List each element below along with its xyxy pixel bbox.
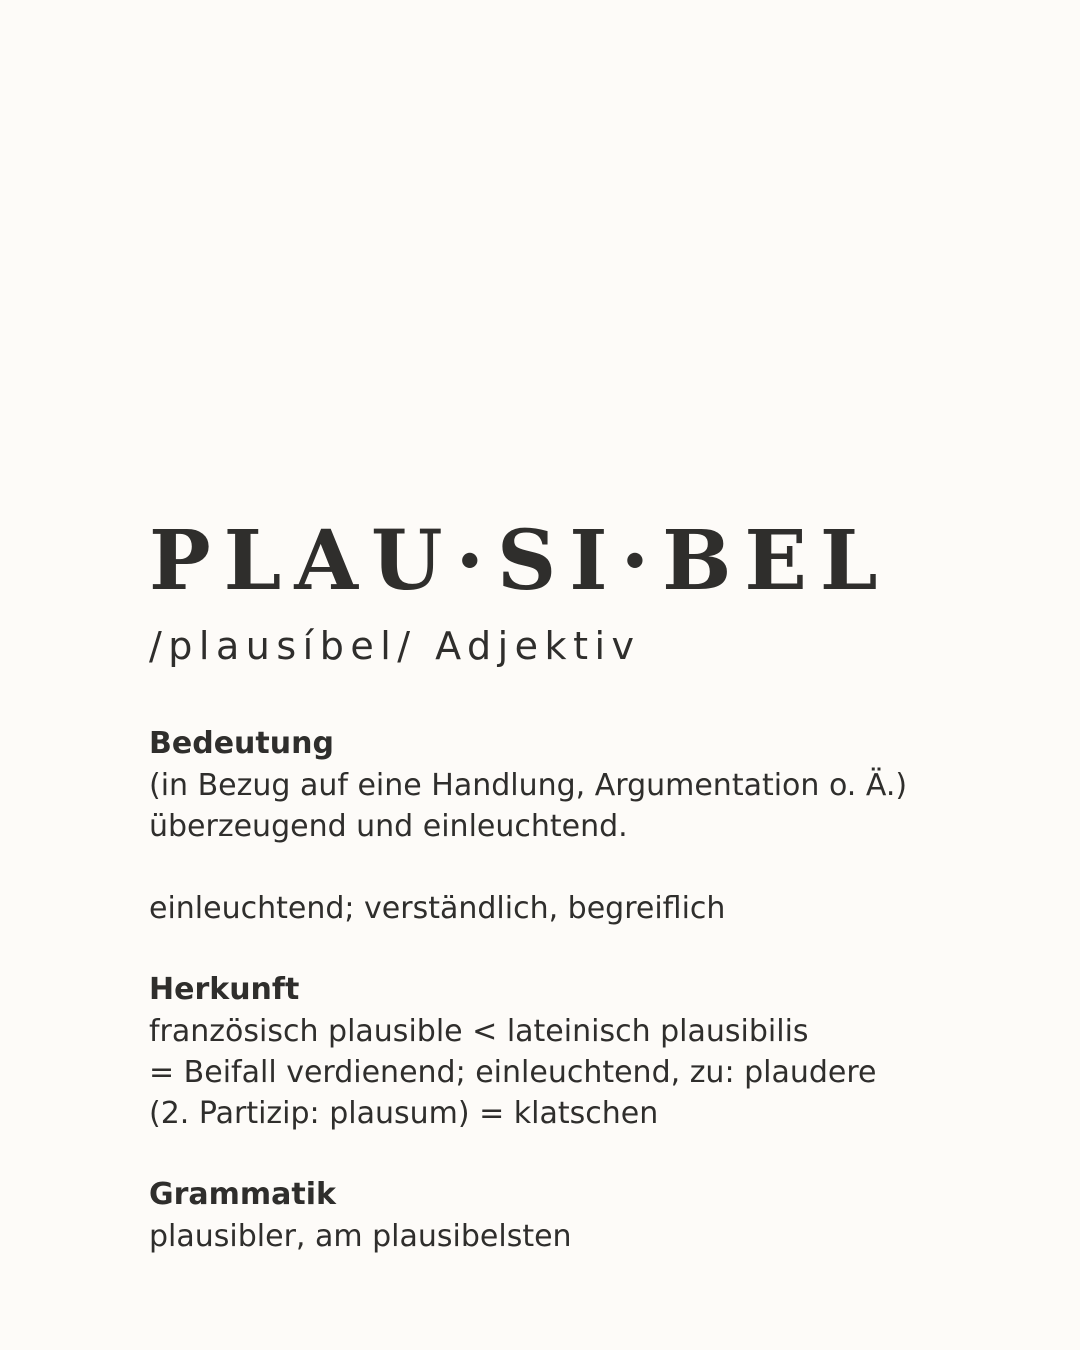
body-line: plausibler, am plausibelsten [149, 1219, 572, 1254]
headword: PLAU·SI·BEL [149, 513, 891, 609]
body-line: überzeugend und einleuchtend. [149, 809, 628, 844]
body-line: (in Bezug auf eine Handlung, Argumentation o. Ä.) [149, 768, 908, 803]
synonyms-line: einleuchtend; verständlich, begreiflich [149, 891, 726, 926]
section-herkunft [149, 969, 1009, 1134]
section-heading-bedeutung: Bedeutung [149, 726, 334, 761]
section-body-herkunft [149, 1011, 1009, 1134]
body-line: = Beifall verdienend; einleuchtend, zu: plaudere [149, 1055, 877, 1090]
section-grammatik [149, 1174, 1009, 1257]
spacer [149, 847, 1009, 888]
pronunciation: /plausíbel/ [149, 624, 417, 668]
body-line: (2. Partizip: plausum) = klatschen [149, 1096, 659, 1131]
section-heading-grammatik: Grammatik [149, 1177, 337, 1212]
dictionary-entry [149, 515, 1009, 1257]
body-line: französisch plausible < lateinisch plausibilis [149, 1014, 809, 1049]
section-body-grammatik [149, 1216, 1009, 1257]
word-class: Adjektiv [435, 624, 641, 668]
section-bedeutung [149, 723, 1009, 929]
section-heading-herkunft: Herkunft [149, 972, 300, 1007]
pronunciation-line [149, 621, 1009, 671]
section-body-bedeutung [149, 765, 1009, 929]
